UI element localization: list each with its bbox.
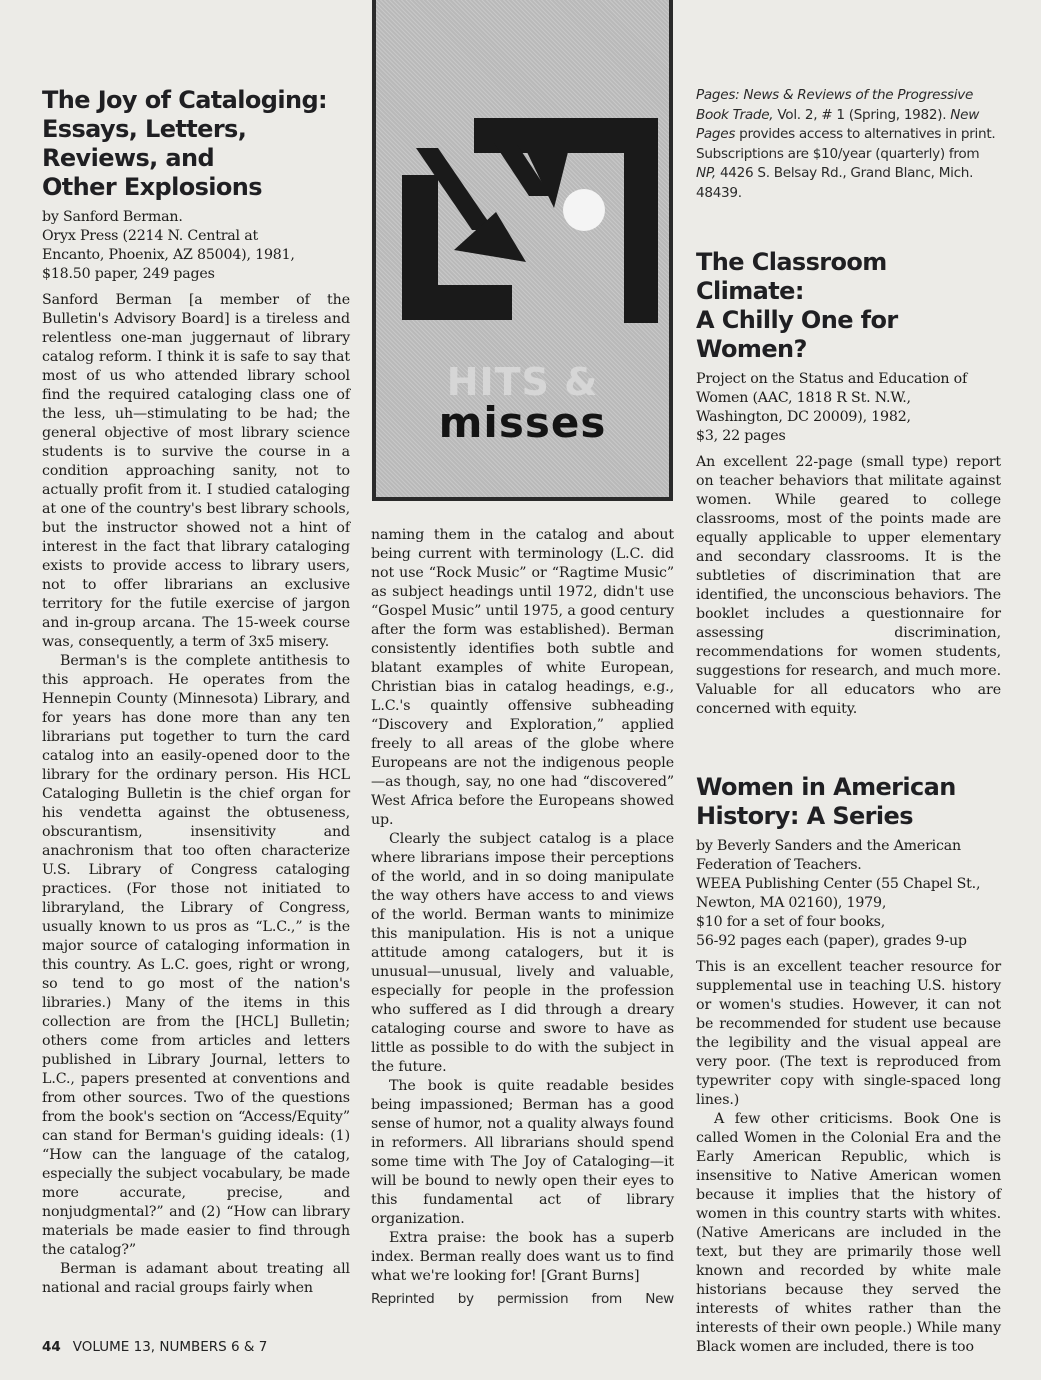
bibliographic-info — [696, 837, 1001, 951]
bib-line: $18.50 paper, 249 pages — [42, 266, 215, 282]
title-line: Essays, Letters, — [42, 115, 247, 143]
reprint-credit-continued — [696, 86, 1001, 203]
source-title-short: New Pages — [696, 106, 980, 142]
column-3 — [696, 86, 1001, 1357]
title-line: History: A Series — [696, 802, 913, 830]
bib-line: $3, 22 pages — [696, 428, 786, 444]
paragraph: The book is quite readable besides being impassioned; Berman has a good sense of humor, not a quality always found in reformers. All librarians should spend some time with The Joy of Cataloging—it will be bound to newly open their eyes to this fundamental act of library organization. — [371, 1078, 675, 1227]
bib-line: Oryx Press (2214 N. Central at — [42, 228, 258, 244]
paragraph: naming them in the catalog and about being current with terminology (L.C. did not use “Rock Music” or “Ragtime Music” as subject headings until 1972, didn't use “Gospel Music” until 1975, a good century after the form was established). Berman consistently identifies both subtle and blatant examples of white European, Christian bias in catalog headings, e.g., L.C.'s quaintly offensive subheading “Discovery and Exploration,” applied freely to all areas of the globe where Europeans are not the indigenous people—as though, say, no one had “discovered” West Africa before the Europeans showed up. — [371, 527, 674, 828]
source-title: Pages: News & Reviews of the Progressive Book Trade, — [696, 87, 974, 123]
paragraph: Extra praise: the book has a superb index. Berman really does want us to find what we're looking for! [Grant Burns] — [371, 1230, 674, 1284]
bibliographic-info — [42, 208, 350, 284]
source-abbrev: NP, — [696, 165, 716, 181]
bib-line: by Sanford Berman. — [42, 209, 183, 225]
review-body — [696, 453, 1001, 719]
paragraph: Clearly the subject catalog is a place where librarians impose their perceptions of the world, and in so doing manipulate the way others have access to and views of the world. Berman wants to minimize this manipulation. His is not a unique attitude among catalogers, but it is unusual—unusual, lively and valuable, especially for people in the profession who suffered as I did through a dreary cataloging course and swore to have as little as possible to do with the subject in the future. — [371, 831, 674, 1075]
page-number: 44 — [42, 1339, 61, 1355]
volume-label: VOLUME 13, NUMBERS 6 & 7 — [72, 1339, 268, 1355]
bib-line: WEEA Publishing Center (55 Chapel St., — [696, 876, 981, 892]
logo-arrow-down — [454, 212, 526, 262]
bib-line: 56-92 pages each (paper), grades 9-up — [696, 933, 967, 949]
title-line: Women in American — [696, 773, 956, 801]
bib-line: by Beverly Sanders and the American — [696, 838, 961, 854]
title-line: Other Explosions — [42, 173, 262, 201]
reprint-text: Vol. 2, # 1 (Spring, 1982). — [773, 106, 951, 123]
bib-line: Washington, DC 20009), 1982, — [696, 409, 911, 425]
bib-line: Project on the Status and Education of — [696, 371, 968, 387]
review-body-continued — [371, 526, 674, 1286]
paragraph: Sanford Berman [a member of the Bulletin's Advisory Board] is a tireless and relentless one-man juggernaut of library catalog reform. I think it is safe to say that most of us who attended library school find the required cataloging class one of the less, uh—stimulating to be had; the general objective of most library science students is to survive the course in a condition approaching sanity, not to actually profit from it. I studied cataloging at one of the country's best library schools, but the instructor showed not a hint of interest in the fact that library cataloging exists to provide access to library users, not to offer librarians an exclusive territory for the futile exercise of jargon and in-group arcana. The 15-week course was, consequently, a term of 3x5 misery. — [42, 292, 350, 650]
review-title-classroom-climate — [696, 248, 1001, 364]
review-title-women-in-american-history — [696, 773, 1001, 831]
column-1 — [42, 86, 350, 1298]
review-body — [42, 291, 350, 1298]
paragraph: This is an excellent teacher resource for supplemental use in teaching U.S. history or women's studies. However, it can not be recommended for student use because the legibility and the visual appeal are very poor. (The text is reproduced from typewriter copy with single-spaced long lines.) — [696, 959, 1001, 1108]
paragraph: Berman is adamant about treating all national and racial groups fairly when — [42, 1261, 350, 1296]
bib-line: Encanto, Phoenix, AZ 85004), 1981, — [42, 247, 295, 263]
title-line: The Joy of Cataloging: — [42, 86, 328, 114]
hits-misses-banner — [372, 0, 673, 501]
paragraph: A few other criticisms. Book One is called Women in the Colonial Era and the Early American Republic, which is insensitive to Native American women because it implies that the history of women in this country starts with whites. (Native Americans are included in the text, but they are primarily those well known and recorded by white male historians because they served the interests of whites rather than the interests of their own people.) While many Black women are included, there is too — [696, 1111, 1001, 1355]
column-2 — [371, 526, 674, 1310]
banner-panel — [376, 0, 669, 497]
banner-hits-text: HITS & — [446, 360, 599, 404]
paragraph: An excellent 22-page (small type) report on teacher behaviors that militate against women. While geared to college classrooms, most of the points made are equally applicable to upper elementary and secondary classrooms. It is the subtleties of discrimination that are identified, the unconscious behaviors. The booklet includes a questionnaire for assessing discrimination, recommendations for women students, suggestions for research, and much more. Valuable for all educators who are concerned with equity. — [696, 454, 1001, 717]
title-line: Reviews, and — [42, 144, 215, 172]
banner-misses-text: misses — [438, 398, 607, 447]
bib-line: $10 for a set of four books, — [696, 914, 886, 930]
title-line: A Chilly One for Women? — [696, 306, 898, 363]
bibliographic-info — [696, 370, 1001, 446]
reprint-credit: Reprinted by permission from New — [371, 1291, 674, 1307]
reprint-text: 4426 S. Belsay Rd., Grand Blanc, Mich. 48439. — [696, 165, 974, 201]
page-footer — [42, 1339, 267, 1355]
review-title-joy-of-cataloging — [42, 86, 350, 202]
title-line: The Classroom Climate: — [696, 248, 887, 305]
review-body — [696, 958, 1001, 1357]
bib-line: Women (AAC, 1818 R St. N.W., — [696, 390, 911, 406]
reprint-text: provides access to alternatives in print. Subscriptions are $10/year (quarterly) from — [696, 126, 996, 162]
bib-line: Federation of Teachers. — [696, 857, 862, 873]
logo-circle — [563, 189, 605, 231]
bib-line: Newton, MA 02160), 1979, — [696, 895, 887, 911]
paragraph: Berman's is the complete antithesis to this approach. He operates from the Hennepin County (Minnesota) Library, and for years has done more than any ten librarians put together to turn the card catalog into an easily-opened door to the library for the ordinary person. His HCL Cataloging Bulletin is the chief organ for his vendetta against the obtuseness, obscurantism, insensitivity and anachronism that too often characterize U.S. Library of Congress cataloging practices. (For those not initiated to libraryland, the Library of Congress, usually known to us pros as “L.C.,” is the major source of cataloging information in this country. As L.C. goes, right or wrong, so tend to go most of the nation's libraries.) Many of the items in this collection are from the [HCL] Bulletin; others come from articles and letters published in Library Journal, letters to L.C., papers presented at conventions and from other sources. Two of the questions from the book's section on “Access/Equity” can stand for Berman's guiding ideals: (1) “How can the language of the catalog, especially the subject vocabulary, be made more accurate, precise, and nonjudgmental?” and (2) “How can library materials be made easier to find through the catalog?” — [42, 653, 350, 1258]
